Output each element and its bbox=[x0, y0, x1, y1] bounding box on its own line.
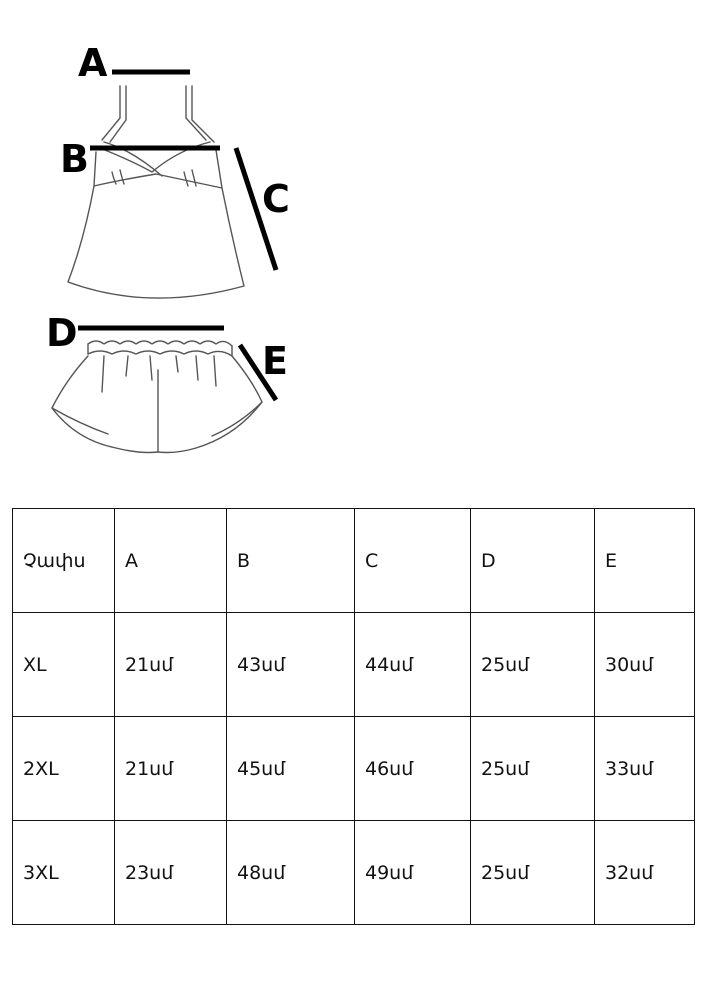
header-cell-b: B bbox=[227, 509, 355, 613]
size-chart-table bbox=[12, 508, 695, 925]
table-row bbox=[13, 821, 695, 925]
table-cell: 49սմ bbox=[355, 821, 471, 925]
table-cell: 21սմ bbox=[115, 613, 227, 717]
header-cell-d: D bbox=[471, 509, 595, 613]
garment-diagram bbox=[0, 0, 707, 480]
table-row bbox=[13, 717, 695, 821]
shorts-drawing bbox=[52, 341, 262, 453]
table-cell: 30սմ bbox=[595, 613, 695, 717]
table-cell: 33սմ bbox=[595, 717, 695, 821]
table-cell: 25սմ bbox=[471, 717, 595, 821]
table-cell: 48սմ bbox=[227, 821, 355, 925]
table-cell: 45սմ bbox=[227, 717, 355, 821]
table-row bbox=[13, 613, 695, 717]
measure-label-e: E bbox=[262, 339, 288, 383]
measure-label-a: A bbox=[78, 41, 108, 85]
table-cell: XL bbox=[13, 613, 115, 717]
camisole-drawing bbox=[68, 86, 244, 298]
measure-label-c: C bbox=[262, 177, 290, 221]
header-cell-size: Չափս bbox=[13, 509, 115, 613]
measure-label-d: D bbox=[46, 311, 78, 355]
measure-label-b: B bbox=[60, 137, 89, 181]
measurement-lines bbox=[78, 72, 276, 400]
table-cell: 25սմ bbox=[471, 821, 595, 925]
table-cell: 43սմ bbox=[227, 613, 355, 717]
table-cell: 21սմ bbox=[115, 717, 227, 821]
table-cell: 32սմ bbox=[595, 821, 695, 925]
table-cell: 3XL bbox=[13, 821, 115, 925]
header-cell-c: C bbox=[355, 509, 471, 613]
header-cell-e: E bbox=[595, 509, 695, 613]
table-header-row bbox=[13, 509, 695, 613]
table-cell: 2XL bbox=[13, 717, 115, 821]
table-cell: 25սմ bbox=[471, 613, 595, 717]
table-cell: 46սմ bbox=[355, 717, 471, 821]
table-cell: 23սմ bbox=[115, 821, 227, 925]
table-cell: 44սմ bbox=[355, 613, 471, 717]
header-cell-a: A bbox=[115, 509, 227, 613]
